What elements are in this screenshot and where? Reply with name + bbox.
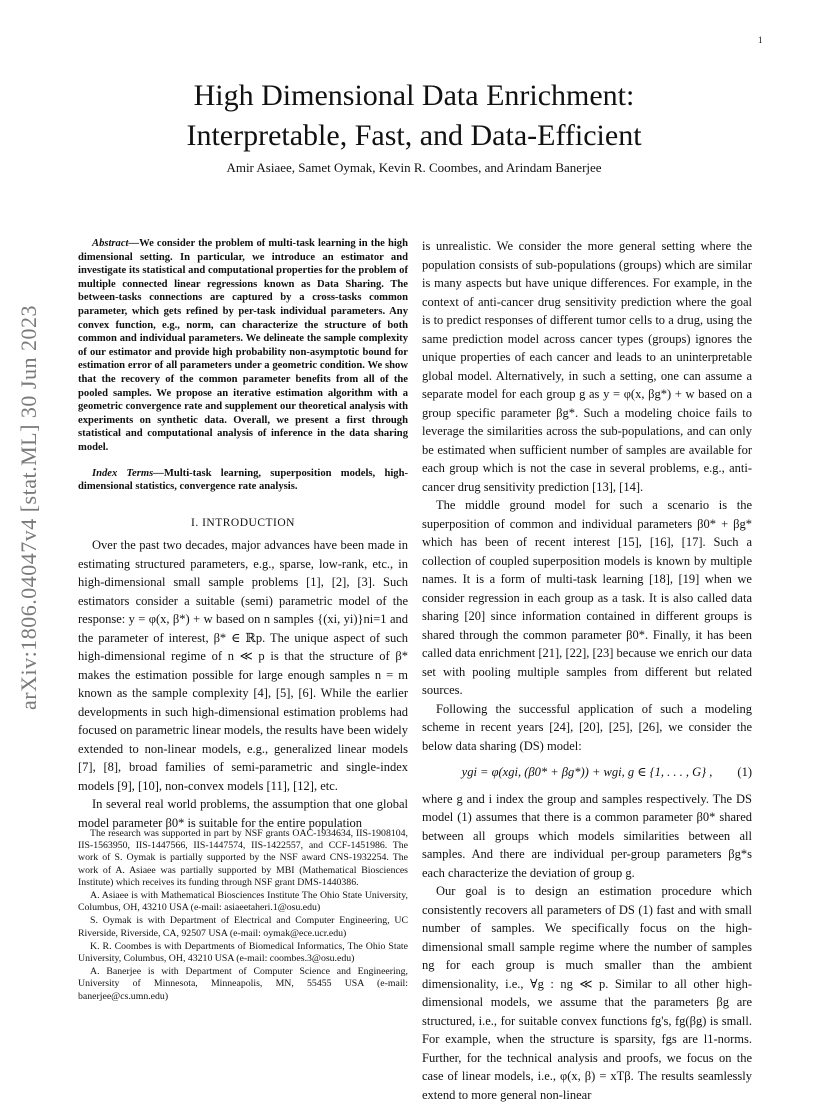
index-terms-text: Multi-task learning, superposition models, high-dimensional statistics, convergence rate analysis. xyxy=(78,467,408,493)
footnotes xyxy=(78,828,408,1004)
body-paragraph-5: Our goal is to design an estimation procedure which consistently recovers all parameters of DS (1) fast and with small number of samples. We specifically focus on the high-dimensional small sample regime where the number of samples ng for each group is much smaller than the ambient dimensionality, i.e., ∀g : ng ≪ p. Similar to all other high-dimensional models, we assume that the parameters βg are structured, i.e., for suitable convex functions fg's, fg(βg) is small. For example, when the structure is sparsity, fgs are l1-norms. Further, for the technical analysis and proofs, we focus on the case of linear models, i.e., φ(x, β) = xTβ. The results seamlessly extend to more general non-linear xyxy=(422,884,752,1102)
body-paragraph-4: where g and i index the group and samples respectively. The DS model (1) assumes that there is a common parameter β0* shared between all groups which models similarities between all samples. And there are individual per-group parameters βg*s each characterize the deviation of group g. xyxy=(422,791,752,880)
title-line-2: Interpretable, Fast, and Data-Efficient xyxy=(186,119,642,152)
index-terms xyxy=(78,467,408,494)
footnote-funding: The research was supported in part by NSF grants OAC-1934634, IIS-1908104, IIS-1563950, IIS-1447566, IIS-1447574, IIS-1422557, and CCF-1451986. The work of S. Oymak is partially supported by the NSF award CNS-1932254. The work of A. Asiaee was partially supported by MBI (Mathematical Biosciences Institute) which receives its funding through NSF grant DMS-1440386. xyxy=(78,828,408,888)
author-list: Amir Asiaee, Samet Oymak, Kevin R. Coombes, and Arindam Banerjee xyxy=(226,160,602,175)
abstract xyxy=(78,237,408,455)
intro-paragraph-1: Over the past two decades, major advances have been made in estimating structured parameters, e.g., sparse, low-rank, etc., in high-dimensional small sample problems [1], [2], [3]. Such estimators consider a suitable (semi) parametric model of the response: y = φ(x, β*) + w based on n samples {(xi, yi)}ni=1 and the parameter of interest, β* ∈ ℝp. The unique aspect of such high-dimensional regime of n ≪ p is that the structure of β* makes the estimation possible for large enough samples n = m known as the sample complexity [4], [5], [6]. While the earlier developments in such high-dimensional estimation problems had focused on parametric linear models, the results have been widely extended to non-linear models, e.g., generalized linear models [7], [8], broad families of semi-parametric and single-index models [9], [10], non-convex models [11], [12], etc. xyxy=(78,538,408,793)
footnote-author-4: A. Banerjee is with Department of Computer Science and Engineering, University of Minnesota, Minneapolis, MN, 55455 USA (e-mail: banerjee@cs.umn.edu) xyxy=(78,966,408,1002)
footnote-author-3: K. R. Coombes is with Departments of Biomedical Informatics, The Ohio State University, Columbus, OH, 43210 USA (e-mail: coombes.3@osu.edu) xyxy=(78,940,408,965)
equation-1 xyxy=(422,763,752,782)
equation-number: (1) xyxy=(737,765,752,779)
left-column xyxy=(78,237,408,832)
footnote-author-2: S. Oymak is with Department of Electrical and Computer Engineering, UC Riverside, Riverside, CA, 92507 USA (e-mail: oymak@ece.ucr.edu) xyxy=(78,915,408,939)
section-heading: I. INTRODUCTION xyxy=(191,516,295,529)
title-line-1: High Dimensional Data Enrichment: xyxy=(193,79,635,112)
equation-body: ygi = φ(xgi, (β0* + βg*)) + wgi, g ∈ {1, . . . , G} , xyxy=(461,765,713,779)
abstract-text: We consider the problem of multi-task learning in the high dimensional setting. In particular, we introduce an estimator and investigate its statistical and computational properties for the problem of multiple connected linear regressions known as Data Sharing. The between-tasks connections are captured by a cross-tasks common parameter, which gets refined by per-task individual parameters. Any convex function, e.g., norm, can characterize the structure of both common and individual parameters. We delineate the sample complexity of our estimator and provide high probability non-asymptotic bound for estimation error of all parameters under a geometric condition. We show that the recovery of the common parameter benefits from all of the pooled samples. We propose an iterative estimation algorithm with a geometric convergence rate and supplement our theoretical analysis with experiments on synthetic data. Overall, we present a first through statistical and computational analysis of inference in the data sharing model. xyxy=(78,238,408,453)
right-column xyxy=(422,237,752,1104)
abstract-label: Abstract— xyxy=(92,238,140,249)
body-paragraph-3: Following the successful application of such a modeling scheme in recent years [24], [20], [25], [26], we consider the below data sharing (DS) model: xyxy=(422,701,752,753)
body-paragraph-1: is unrealistic. We consider the more general setting where the population consists of sub-populations (groups) which are similar is many aspects but have unique differences. For example, in the context of anti-cancer drug sensitivity prediction where the goal is to predict responses of different tumor cells to a drug, using the same prediction model across cancer types (groups) ignores the unique properties of each cancer and leads to an uninterpretable global model. Alternatively, in such a setting, one can assume a separate model for each group g as y = φ(x, βg*) + w based on a group specific parameter βg*. Such a modeling choice fails to leverage the similarities across the sub-populations, and can only be estimated when sufficient number of samples are available for each group which is not the case in several problems, e.g., anti-cancer drug sensitivity prediction [13], [14]. xyxy=(422,239,752,494)
body-paragraph-2: The middle ground model for such a scenario is the superposition of common and individual parameters β0* + βg* which has been of recent interest [15], [16], [17]. Such a collection of coupled superposition models is known by multiple names. It is a form of multi-task learning [18], [19] when we consider regression in each group as a task. It is also called data sharing [20] since information contained in different groups is shared through the common parameter β0*. Finally, it has been called data enrichment [21], [22], [23] because we enrich our data set with pooling multiple samples from different but related sources. xyxy=(422,498,752,697)
page-number: 1 xyxy=(758,35,763,45)
arxiv-stamp: arXiv:1806.04047v4 [stat.ML] 30 Jun 2023 xyxy=(16,305,41,710)
paper-title xyxy=(90,76,738,156)
intro-paragraph-2: In several real world problems, the assumption that one global model parameter β0* is suitable for the entire population xyxy=(78,797,408,830)
index-terms-label: Index Terms— xyxy=(92,467,164,479)
footnote-author-1: A. Asiaee is with Mathematical Biosciences Institute The Ohio State University, Columbus, OH, 43210 USA (e-mail: asiaeetaheri.1@osu.edu) xyxy=(78,890,408,914)
